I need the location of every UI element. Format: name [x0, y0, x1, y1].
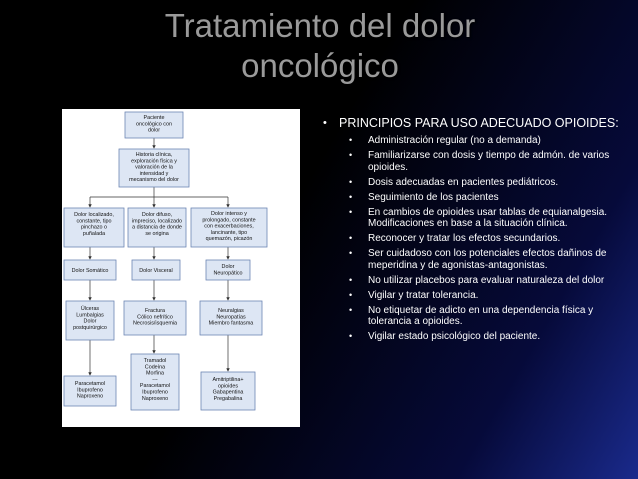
- bullet-icon: •: [349, 176, 353, 187]
- flowchart-text-line: Neuropático: [213, 270, 243, 277]
- principle-item: • Dosis adecuadas en pacientes pediátricos.: [349, 176, 559, 188]
- box-assessment: [119, 149, 189, 187]
- svg-text:Amitriptilina+opioidesGabapent: [212, 377, 243, 402]
- bullet-icon: •: [349, 191, 353, 202]
- flowchart-text-line: con exacerbaciones,: [204, 223, 254, 230]
- bullet-icon: •: [349, 150, 353, 160]
- bullet-icon: •: [349, 289, 353, 300]
- flowchart-text-line: Naproxeno: [141, 395, 169, 402]
- flowchart-text-line: postquirúrgico: [73, 324, 107, 331]
- svg-text:Historia clínica,exploración f: [129, 152, 179, 183]
- flowchart-text-line: impreciso, localizado: [131, 218, 183, 225]
- flowchart-text-line: ---: [152, 376, 158, 383]
- box-drugs-visceral: [131, 354, 179, 410]
- flowchart-text-line: intensidad y: [139, 170, 169, 177]
- principle-item: • No etiquetar de adicto en una dependencia física y tolerancia a opioides.: [349, 304, 594, 327]
- flowchart-text-line: Cólico nefrítico: [137, 314, 173, 321]
- flowchart-text-line: puñalada: [82, 230, 106, 237]
- slide-title: [120, 6, 520, 86]
- bullet-icon: •: [349, 233, 353, 243]
- box-visceral-pain: [132, 260, 180, 280]
- flowchart-text-line: quemazón, picazón: [205, 236, 253, 243]
- flowchart-text-line: Ibuprofeno: [142, 389, 168, 396]
- box-patient: [125, 112, 183, 138]
- flowchart-text-line: Dolor: [83, 318, 97, 325]
- principles-list: [323, 116, 623, 346]
- flowchart-text-line: constante, tipo: [76, 218, 112, 225]
- principle-item: • Administración regular (no a demanda): [349, 135, 541, 146]
- principle-item: • Ser cuidadoso con los potenciales efectos dañinos de meperidina y de agonistas-antagonistas.: [349, 248, 607, 271]
- bullet-icon: •: [349, 135, 353, 145]
- flowchart-text-line: oncológico con: [136, 121, 172, 128]
- flowchart-text-line: Neuralgias: [218, 308, 244, 314]
- flowchart-text-line: mecanismo del dolor: [129, 177, 179, 184]
- bullet-icon: •: [349, 331, 353, 341]
- flowchart-text-line: lancinante, tipo: [210, 229, 248, 236]
- flowchart-text-line: a distancia de donde: [132, 224, 182, 231]
- flowchart-text-line: Dolor intenso y: [211, 211, 247, 217]
- svg-text:ParacetamolIbuprofenoNaproxeno: [75, 381, 105, 400]
- bullet-icon: •: [323, 117, 327, 129]
- bullet-icon: •: [349, 206, 353, 217]
- flowchart-text-line: Necrosis/isquemia: [132, 320, 178, 327]
- box-desc-visceral: [128, 208, 186, 247]
- flowchart-text-line: pinchazo o: [80, 224, 108, 231]
- box-drugs-somatic: [64, 376, 116, 406]
- bullet-icon: •: [349, 274, 353, 285]
- principle-item: • Reconocer y tratar los efectos secundarios.: [349, 233, 561, 244]
- flowchart-text-line: Miembro fantasma: [208, 320, 254, 327]
- box-examples-somatic: [66, 301, 114, 340]
- bullet-icon: •: [349, 248, 353, 258]
- principles-heading: PRINCIPIOS PARA USO ADECUADO OPIOIDES:: [339, 116, 619, 130]
- flowchart-svg: [62, 109, 300, 427]
- flowchart-text-line: Ibuprofeno: [77, 387, 103, 394]
- svg-text:Dolor Somático: [72, 268, 109, 274]
- box-somatic-pain: [64, 260, 116, 280]
- flowchart-text-line: Tramadol: [143, 358, 167, 364]
- principle-item: • En cambios de opioides usar tablas de equianalgesia. Modificaciones en base a la situación clínica.: [349, 206, 608, 229]
- box-examples-visceral: [124, 301, 186, 335]
- flowchart-text-line: exploración física y: [131, 158, 177, 165]
- bullet-icon: •: [349, 304, 353, 315]
- title-line-1: Tratamiento del dolor: [164, 7, 476, 44]
- principle-item: • Familiarizarse con dosis y tiempo de admón. de varios opioides.: [349, 150, 610, 173]
- flowchart-text-line: Naproxeno: [76, 393, 104, 400]
- flowchart-text-line: Paracetamol: [139, 383, 171, 390]
- flowchart-text-line: prolongado, constante: [202, 217, 256, 224]
- flowchart-text-line: valoración de la: [135, 164, 173, 171]
- flowchart-text-line: Lumbalgias: [76, 312, 104, 319]
- principle-item: • Vigilar estado psicológico del paciente.: [349, 331, 541, 342]
- flowchart-text-line: Codeína: [144, 364, 166, 371]
- flowchart-text-line: Úlceras: [80, 306, 100, 312]
- flowchart-text-line: Pregabalina: [213, 395, 243, 402]
- flowchart-text-line: Morfina: [146, 370, 164, 377]
- principles-heading-item: [323, 116, 623, 130]
- box-drugs-neuropathic: [201, 372, 255, 410]
- box-neuropathic-pain: [206, 260, 250, 280]
- flowchart-text-line: Fractura: [144, 308, 166, 314]
- pain-treatment-flowchart: [62, 109, 300, 427]
- flowchart-text-line: Neuropatías: [216, 314, 246, 321]
- flowchart-text-line: Paracetamol: [74, 381, 106, 387]
- flowchart-text-line: Dolor difuso,: [141, 212, 173, 218]
- flowchart-text-line: se origina: [145, 230, 169, 237]
- flowchart-text-line: Historia clínica,: [135, 152, 173, 158]
- principle-item: • No utilizar placebos para evaluar naturaleza del dolor: [349, 274, 605, 286]
- svg-text:Dolor Visceral: [139, 268, 172, 274]
- flowchart-text-line: Paciente: [143, 115, 165, 121]
- box-examples-neuropathic: [200, 301, 262, 335]
- principle-item: • Seguimiento de los pacientes: [349, 191, 499, 203]
- flowchart-text-line: Dolor Visceral: [139, 268, 173, 274]
- flowchart-text-line: Dolor: [221, 264, 235, 270]
- flowchart-text-line: Gabapentina: [212, 389, 244, 396]
- title-line-2: oncológico: [241, 47, 399, 84]
- principle-item: • Vigilar y tratar tolerancia.: [349, 289, 479, 301]
- principles-sublist: [349, 135, 623, 343]
- flowchart-text-line: opioides: [217, 383, 239, 390]
- box-desc-somatic: [64, 208, 124, 247]
- flowchart-text-line: Dolor localizado,: [74, 212, 114, 218]
- flowchart-text-line: dolor: [148, 127, 160, 134]
- flowchart-text-line: Amitriptilina+: [212, 377, 244, 383]
- box-desc-neuropathic: [191, 208, 267, 247]
- flowchart-text-line: Dolor Somático: [71, 268, 109, 274]
